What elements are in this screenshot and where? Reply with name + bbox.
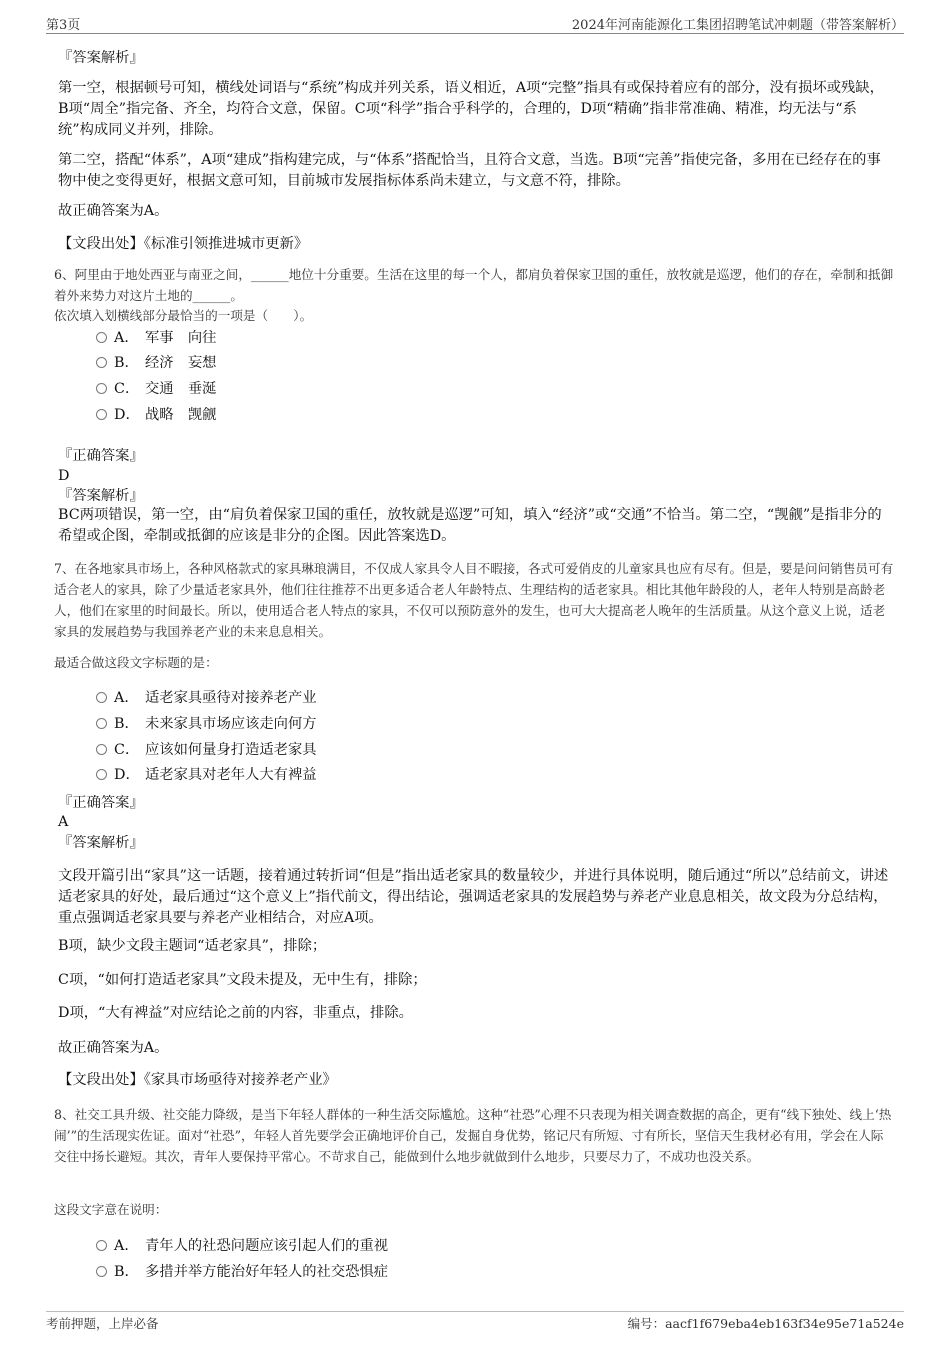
radio-icon[interactable] bbox=[96, 357, 107, 368]
q7-analysis-p3: C项，“如何打造适老家具”文段未提及，无中生有，排除； bbox=[58, 972, 427, 988]
radio-icon[interactable] bbox=[96, 692, 107, 703]
q7-correct-label: 『正确答案』 bbox=[58, 795, 144, 811]
radio-icon[interactable] bbox=[96, 332, 107, 343]
q6-option-d[interactable]: D． 战略 觊觎 bbox=[96, 405, 216, 425]
radio-icon[interactable] bbox=[96, 383, 107, 394]
q8-prompt: 这段文字意在说明： bbox=[54, 1202, 168, 1217]
q5-analysis-p2: 第二空，搭配“体系”，A项“建成”指构建完成，与“体系”搭配恰当，且符合文意，当选。B项“完善”指使完备，多用在已经存在的事物中使之变得更好，根据文意可知，目前城市发展指标体系尚未建立，与文意不符，排除。 bbox=[58, 152, 881, 189]
q7-option-a[interactable]: A． 适老家具亟待对接养老产业 bbox=[96, 688, 317, 708]
q7-stem: 7、在各地家具市场上，各种风格款式的家具琳琅满目，不仅成人家具令人目不暇接，各式可爱俏皮的儿童家具也应有尽有。但是，要是问问销售员可有适合老人的家具，除了少量适老家具外，他们往往推荐不出更多适合老人年龄特点、生理结构的适老家具。相比其他年龄段的人，老年人特别是高龄老人，他们在家里的时间最长。所以，使用适合老人特点的家具，不仅可以预防意外的发生，也可大大提高老人晚年的生活质量。从这个意义上说，适老家具的发展趋势与我国养老产业的未来息息相关。 bbox=[54, 561, 894, 639]
q6-option-c[interactable]: C． 交通 垂涎 bbox=[96, 379, 216, 399]
header-divider bbox=[46, 33, 904, 34]
q6-prompt: 依次填入划横线部分最恰当的一项是（ ）。 bbox=[54, 308, 313, 323]
q7-analysis-p4: D项，“大有裨益”对应结论之前的内容，非重点，排除。 bbox=[58, 1005, 413, 1021]
q7-correct-answer: A bbox=[58, 814, 69, 830]
q7-prompt: 最适合做这段文字标题的是： bbox=[54, 655, 218, 670]
q5-source: 【文段出处】《标准引领推进城市更新》 bbox=[58, 236, 309, 252]
q8-stem: 8、社交工具升级、社交能力降级，是当下年轻人群体的一种生活交际尴尬。这种“社恐”心理不只表现为相关调查数据的高企，更有“线下独处、线上‘热闹’”的生活现实佐证。面对“社恐”，年轻人首先要学会正确地评价自己，发掘自身优势，铭记尺有所短、寸有所长，坚信天生我材必有用，学会在人际交往中扬长避短。其次，青年人要保持平常心。不苛求自己，能做到什么地步就做到什么地步，只要尽力了，不成功也没关系。 bbox=[54, 1107, 892, 1164]
q6-analysis: BC两项错误，第一空，由“肩负着保家卫国的重任，放牧就是巡逻”可知，填入“经济”或“交通”不恰当。第二空，“觊觎”是指非分的希望或企图，牵制或抵御的应该是非分的企图。因此答案选D。 bbox=[58, 507, 882, 544]
q6-stem: 6、阿里由于地处西亚与南亚之间，______地位十分重要。生活在这里的每一个人，都肩负着保家卫国的重任，放牧就是巡逻，他们的存在，牵制和抵御着外来势力对这片土地的______。 bbox=[54, 267, 894, 303]
document-id: 编号：aacf1f679eba4eb163f34e95e71a524e bbox=[627, 1316, 904, 1331]
footer-divider bbox=[46, 1311, 904, 1312]
q7-analysis-p1: 文段开篇引出“家具”这一话题，接着通过转折词“但是”指出适老家具的数量较少，并进行具体说明，随后通过“所以”总结前文，讲述适老家具的好处，最后通过“这个意义上”指代前文，得出结论，强调适老家具的发展趋势与养老产业息息相关，故文段为分总结构，重点强调适老家具要与养老产业相结合，对应A项。 bbox=[58, 868, 889, 926]
document-title: 2024年河南能源化工集团招聘笔试冲刺题（带答案解析） bbox=[571, 18, 904, 33]
q7-conclusion: 故正确答案为A。 bbox=[58, 1040, 169, 1056]
radio-icon[interactable] bbox=[96, 409, 107, 420]
radio-icon[interactable] bbox=[96, 1240, 107, 1251]
page-footer bbox=[46, 1314, 904, 1332]
q6-option-b[interactable]: B． 经济 妄想 bbox=[96, 353, 216, 373]
radio-icon[interactable] bbox=[96, 718, 107, 729]
q5-analysis-label: 『答案解析』 bbox=[58, 50, 144, 66]
q5-conclusion: 故正确答案为A。 bbox=[58, 203, 169, 219]
q6-correct-label: 『正确答案』 bbox=[58, 448, 144, 464]
q8-option-b[interactable]: B． 多措并举方能治好年轻人的社交恐惧症 bbox=[96, 1262, 388, 1282]
q7-source: 【文段出处】《家具市场亟待对接养老产业》 bbox=[58, 1072, 337, 1088]
radio-icon[interactable] bbox=[96, 744, 107, 755]
q6-correct-answer: D bbox=[58, 468, 70, 484]
page-number: 第3页 bbox=[46, 18, 81, 33]
q6-option-a[interactable]: A． 军事 向往 bbox=[96, 328, 216, 348]
q7-analysis-label: 『答案解析』 bbox=[58, 835, 144, 851]
q6-analysis-label: 『答案解析』 bbox=[58, 488, 144, 504]
footer-slogan: 考前押题，上岸必备 bbox=[46, 1316, 159, 1331]
q7-analysis-p2: B项，缺少文段主题词“适老家具”，排除； bbox=[58, 938, 327, 954]
radio-icon[interactable] bbox=[96, 1266, 107, 1277]
page-header bbox=[46, 14, 904, 32]
radio-icon[interactable] bbox=[96, 769, 107, 780]
q7-option-b[interactable]: B． 未来家具市场应该走向何方 bbox=[96, 714, 317, 734]
q7-option-c[interactable]: C． 应该如何量身打造适老家具 bbox=[96, 740, 317, 760]
q8-option-a[interactable]: A． 青年人的社恐问题应该引起人们的重视 bbox=[96, 1236, 388, 1256]
q5-analysis-p1: 第一空，根据顿号可知，横线处词语与“系统”构成并列关系，语义相近，A项“完整”指具有或保持着应有的部分，没有损坏或残缺，B项“周全”指完备、齐全，均符合文意，保留。C项“科学”指合乎科学的，合理的，D项“精确”指非常准确、精准，均无法与“系统”构成同义并列，排除。 bbox=[58, 80, 884, 138]
q7-option-d[interactable]: D． 适老家具对老年人大有裨益 bbox=[96, 765, 317, 785]
